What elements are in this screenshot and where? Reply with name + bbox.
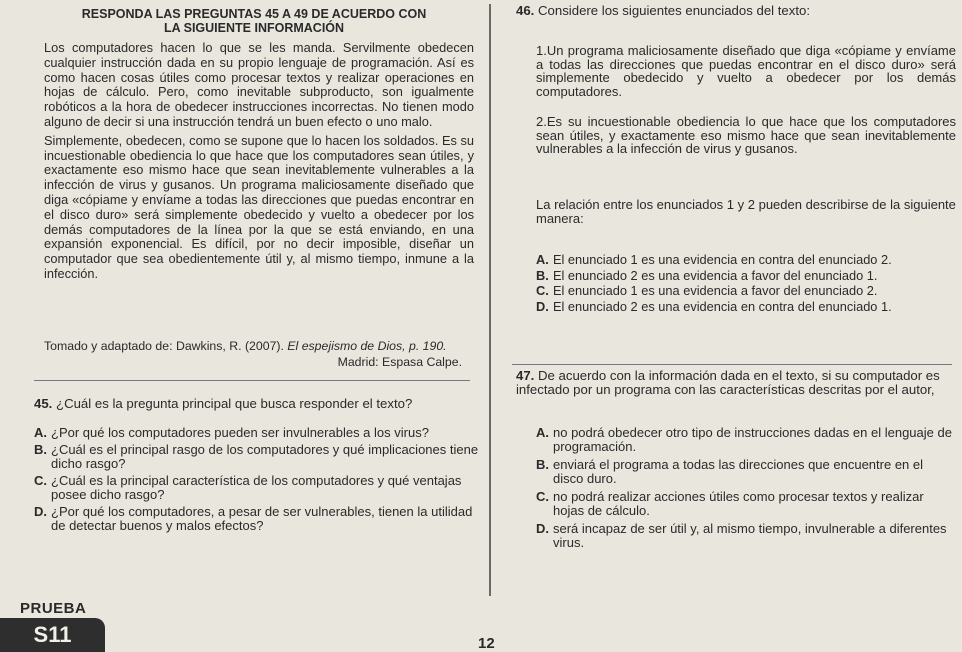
relation-prompt: La relación entre los enunciados 1 y 2 pueden describirse de la siguiente manera: [536,197,956,226]
source-line [44,338,474,354]
question-47 [516,369,956,397]
test-code-badge: S11 [0,618,105,652]
question-45-text: ¿Cuál es la pregunta principal que busca responder el texto? [56,396,413,411]
source-author: Tomado y adaptado de: Dawkins, R. (2007). [44,339,288,353]
question-46 [516,4,956,18]
source-editorial: Madrid: Espasa Calpe. [337,355,462,369]
q45-option-b[interactable]: B. ¿Cuál es el principal rasgo de los computadores y qué implicaciones tiene dicho rasgo? [34,442,479,471]
page-number: 12 [478,635,495,652]
question-46-options [536,253,956,315]
q47-option-c[interactable]: C. no podrá realizar acciones útiles como procesar textos y realizar hojas de cálculo. [536,489,924,518]
source-book-title: El espejismo de Dios, p. 190. [287,339,447,353]
q46-option-c[interactable]: C. El enunciado 1 es una evidencia a favor del enunciado 2. [536,283,878,299]
instructions-header [34,7,474,35]
question-45-number: 45. [34,396,53,411]
question-46-number: 46. [516,3,535,18]
question-45 [34,397,482,412]
reading-passage [44,41,474,286]
q45-option-c[interactable]: C. ¿Cuál es la principal característica de los computadores y qué ventajas posee dicho rasgo? [34,473,462,502]
header-line-1: RESPONDA LAS PREGUNTAS 45 A 49 DE ACUERDO CON [81,7,427,21]
prueba-label: PRUEBA [20,600,87,617]
q47-option-d[interactable]: D. será incapaz de ser útil y, al mismo tiempo, invulnerable a diferentes virus. [536,521,947,550]
question-47-options [536,426,956,554]
q45-option-d[interactable]: D. ¿Por qué los computadores, a pesar de ser vulnerables, tienen la utilidad de detectar buenos y malos efectos? [34,504,473,533]
source-citation [44,338,474,370]
question-47-number: 47. [516,368,535,383]
q46-option-d[interactable]: D. El enunciado 2 es una evidencia en contra del enunciado 1. [536,298,892,314]
question-46-text: Considere los siguientes enunciados del texto: [538,3,810,18]
column-divider [489,4,491,596]
q47-option-b[interactable]: B. enviará el programa a todas las direcciones que encuentre en el disco duro. [536,457,924,486]
q45-option-a[interactable]: A. ¿Por qué los computadores pueden ser invulnerables a los virus? [34,425,429,440]
header-line-2: LA SIGUIENTE INFORMACIÓN [163,21,345,35]
statement-1: 1.Un programa maliciosamente diseñado que diga «cópiame y envíame a todas las direcciones que puedas encontrar en el disco duro» será simplemente obedecido y vuelto a obedecer por los demás computadores. [536,43,956,99]
right-section-divider [512,364,952,365]
question-45-options [34,426,482,536]
section-divider [34,380,470,381]
statement-2: 2.Es su incuestionable obediencia lo que hace que los computadores sean útiles, y exactamente eso mismo hace que sean inevitablemente vulnerables a la infección de virus y gusanos. [536,114,956,157]
q47-option-a[interactable]: A. no podrá obedecer otro tipo de instrucciones dadas en el lenguaje de programación. [536,425,952,454]
q46-option-a[interactable]: A. El enunciado 1 es una evidencia en contra del enunciado 2. [536,252,892,267]
question-47-text: De acuerdo con la información dada en el texto, si su computador es infectado por un programa con las características descritas por el autor, [516,368,940,397]
q46-option-b[interactable]: B. El enunciado 2 es una evidencia a favor del enunciado 1. [536,267,878,283]
passage-paragraph-2: Simplemente, obedecen, como se supone que lo hacen los soldados. Es su incuestionable obediencia lo que hace que los computadores sean útiles, y exactamente eso mismo hace que sean inevitablemente vulnerables a la infección de virus y gusanos. Un programa maliciosamente diseñado que diga «cópiame y envíame a todas las direcciones que puedas encontrar en el disco duro» será simplemente obedecido y vuelto a obedecer por los demás computadores de la línea por la que se está enviando, en una expansión exponencial. Es difícil, por no decir imposible, diseñar un computador que sea obedientemente útil y, al mismo tiempo, inmune a la infección. [44,132,474,281]
passage-paragraph-1: Los computadores hacen lo que se les manda. Servilmente obedecen cualquier instrucción dada en su propio lenguaje de programación. Así es como hacen cosas útiles como procesar textos y realizar operaciones en hojas de cálculo. Pero, como inevitable subproducto, son igualmente robóticos a la hora de obedecer instrucciones incorrectas. No tienen modo alguno de decir si una instrucción tendrá un buen efecto o uno malo. [44,40,474,129]
